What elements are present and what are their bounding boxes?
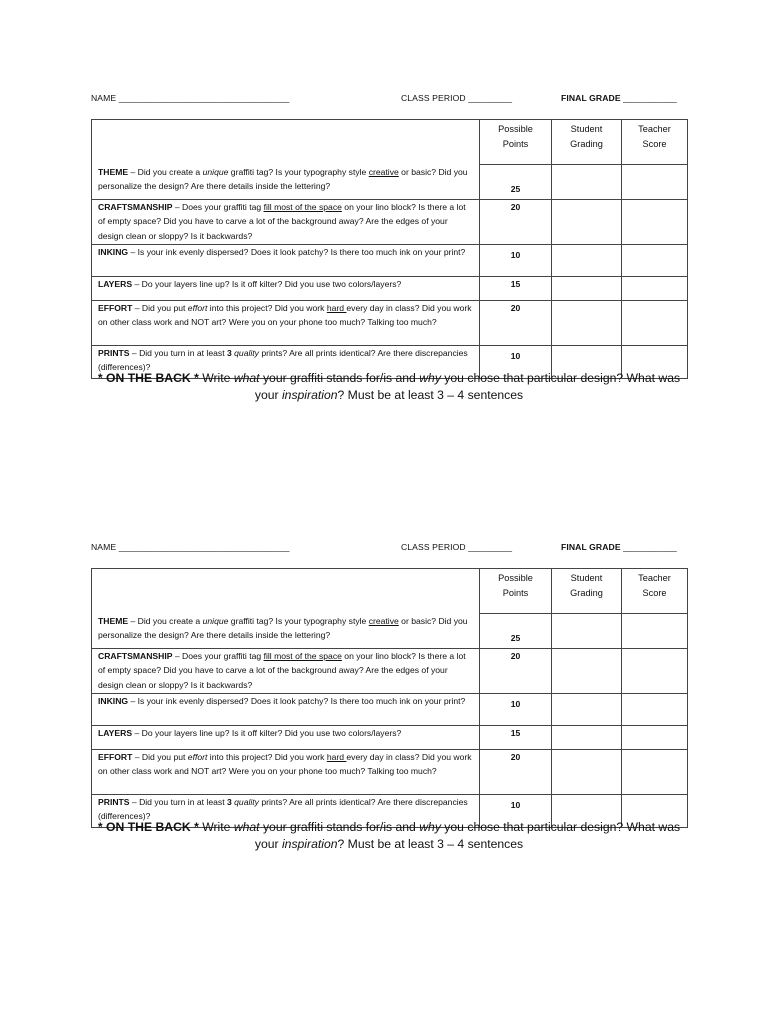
table-row <box>92 301 688 346</box>
teacher-score-cell[interactable] <box>622 200 688 245</box>
possible-points-cell: 10 <box>480 694 552 726</box>
student-grading-cell[interactable] <box>552 726 622 750</box>
criterion-layers: LAYERS – Do your layers line up? Is it off kilter? Did you use two colors/layers? <box>92 726 480 750</box>
final-grade-field[interactable]: FINAL GRADE ___________ <box>561 93 677 103</box>
table-row <box>92 165 688 200</box>
possible-points-cell: 15 <box>480 726 552 750</box>
teacher-score-cell[interactable] <box>622 726 688 750</box>
student-grading-cell[interactable] <box>552 301 622 346</box>
possible-points-cell: 25 <box>480 614 552 649</box>
rubric-sheet-bottom <box>0 542 770 851</box>
teacher-score-cell[interactable] <box>622 694 688 726</box>
criterion-theme: THEME – Did you create a unique graffiti tag? Is your typography style creative or basic? Did you personalize the design? Are there details inside the lettering? <box>92 165 480 200</box>
table-row <box>92 277 688 301</box>
back-of-page-instructions: * ON THE BACK * Write what your graffiti stands for/is and why you chose that particular design? What was your inspiration? Must be at least 3 – 4 sentences <box>97 820 681 851</box>
possible-points-header: Possible Points <box>480 120 552 165</box>
possible-points-cell: 15 <box>480 277 552 301</box>
student-info-header <box>0 542 770 558</box>
possible-points-cell: 10 <box>480 795 552 828</box>
possible-points-header: Possible Points <box>480 569 552 614</box>
teacher-score-cell[interactable] <box>622 277 688 301</box>
table-row <box>92 200 688 245</box>
teacher-score-cell[interactable] <box>622 750 688 795</box>
criterion-craftsmanship: CRAFTSMANSHIP – Does your graffiti tag fill most of the space on your lino block? Is there a lot of empty space? Did you have to carve a lot of the background away? Are the edges of your design clean or sloppy? Is it backwards? <box>92 649 480 694</box>
possible-points-cell: 20 <box>480 301 552 346</box>
rubric-table <box>91 119 688 379</box>
table-header-row <box>92 569 688 614</box>
criteria-header-cell <box>92 569 480 614</box>
possible-points-cell: 20 <box>480 750 552 795</box>
teacher-score-cell[interactable] <box>622 649 688 694</box>
student-grading-cell[interactable] <box>552 694 622 726</box>
table-row <box>92 726 688 750</box>
possible-points-cell: 10 <box>480 346 552 379</box>
possible-points-cell: 20 <box>480 649 552 694</box>
criterion-effort: EFFORT – Did you put effort into this project? Did you work hard every day in class? Did you work on other class work and NOT art? Were you on your phone too much? Talking too much? <box>92 750 480 795</box>
criteria-header-cell <box>92 120 480 165</box>
table-row <box>92 614 688 649</box>
rubric-sheet-top <box>0 93 770 402</box>
teacher-score-header: Teacher Score <box>622 569 688 614</box>
criterion-prints: PRINTS – Did you turn in at least 3 quality prints? Are all prints identical? Are there discrepancies (differences)? <box>92 795 480 828</box>
name-field[interactable]: NAME ___________________________________ <box>91 542 290 552</box>
student-grading-header: Student Grading <box>552 569 622 614</box>
table-row <box>92 649 688 694</box>
table-row <box>92 245 688 277</box>
student-grading-cell[interactable] <box>552 277 622 301</box>
teacher-score-cell[interactable] <box>622 245 688 277</box>
student-grading-cell[interactable] <box>552 649 622 694</box>
criterion-inking: INKING – Is your ink evenly dispersed? Does it look patchy? Is there too much ink on your print? <box>92 245 480 277</box>
criterion-layers: LAYERS – Do your layers line up? Is it off kilter? Did you use two colors/layers? <box>92 277 480 301</box>
teacher-score-cell[interactable] <box>622 614 688 649</box>
student-info-header <box>0 93 770 109</box>
back-of-page-instructions: * ON THE BACK * Write what your graffiti stands for/is and why you chose that particular design? What was your inspiration? Must be at least 3 – 4 sentences <box>97 371 681 402</box>
criterion-theme: THEME – Did you create a unique graffiti tag? Is your typography style creative or basic? Did you personalize the design? Are there details inside the lettering? <box>92 614 480 649</box>
possible-points-cell: 20 <box>480 200 552 245</box>
rubric-table <box>91 568 688 828</box>
final-grade-field[interactable]: FINAL GRADE ___________ <box>561 542 677 552</box>
teacher-score-cell[interactable] <box>622 301 688 346</box>
teacher-score-cell[interactable] <box>622 165 688 200</box>
possible-points-cell: 10 <box>480 245 552 277</box>
table-row <box>92 750 688 795</box>
student-grading-header: Student Grading <box>552 120 622 165</box>
teacher-score-header: Teacher Score <box>622 120 688 165</box>
criterion-prints: PRINTS – Did you turn in at least 3 quality prints? Are all prints identical? Are there discrepancies (differences)? <box>92 346 480 379</box>
criterion-craftsmanship: CRAFTSMANSHIP – Does your graffiti tag fill most of the space on your lino block? Is there a lot of empty space? Did you have to carve a lot of the background away? Are the edges of your design clean or sloppy? Is it backwards? <box>92 200 480 245</box>
student-grading-cell[interactable] <box>552 245 622 277</box>
student-grading-cell[interactable] <box>552 165 622 200</box>
table-row <box>92 694 688 726</box>
table-header-row <box>92 120 688 165</box>
criterion-inking: INKING – Is your ink evenly dispersed? Does it look patchy? Is there too much ink on your print? <box>92 694 480 726</box>
student-grading-cell[interactable] <box>552 614 622 649</box>
class-period-field[interactable]: CLASS PERIOD _________ <box>401 93 513 103</box>
name-field[interactable]: NAME ___________________________________ <box>91 93 290 103</box>
class-period-field[interactable]: CLASS PERIOD _________ <box>401 542 513 552</box>
student-grading-cell[interactable] <box>552 750 622 795</box>
possible-points-cell: 25 <box>480 165 552 200</box>
criterion-effort: EFFORT – Did you put effort into this project? Did you work hard every day in class? Did you work on other class work and NOT art? Were you on your phone too much? Talking too much? <box>92 301 480 346</box>
student-grading-cell[interactable] <box>552 200 622 245</box>
